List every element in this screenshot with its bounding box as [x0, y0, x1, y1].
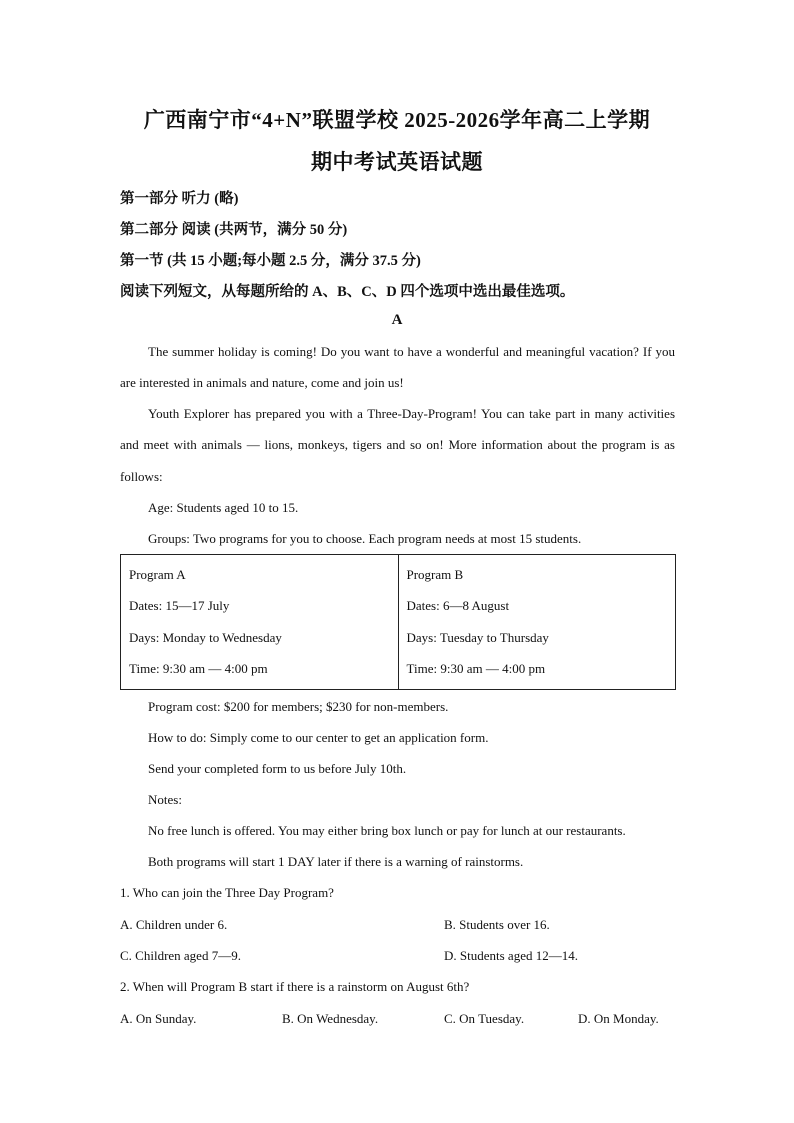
program-b-dates: Dates: 6—8 August [406, 598, 510, 614]
program-a-name: Program A [129, 567, 186, 582]
program-cost: Program cost: $200 for members; $230 for non-members. [148, 699, 449, 714]
document-title-line1: 广西南宁市“4+N”联盟学校 2025-2026学年高二上学期 [143, 108, 651, 132]
question-2-option-c: C. On Tuesday. [444, 1011, 525, 1026]
program-a-days: Days: Monday to Wednesday [129, 629, 282, 645]
program-b-days: Days: Tuesday to Thursday [406, 629, 549, 645]
program-b-time: Time: 9:30 am — 4:00 pm [406, 660, 546, 676]
question-2-stem: 2. When will Program B start if there is a rainstorm on August 6th? [120, 979, 470, 994]
document-title-line2: 期中考试英语试题 [311, 150, 483, 174]
passage-label: A [391, 312, 403, 328]
program-a-cell [121, 555, 399, 690]
note-2: Both programs will start 1 DAY later if there is a warning of rainstorms. [148, 854, 524, 869]
send-info: Send your completed form to us before July 10th. [148, 761, 407, 776]
program-b-name: Program B [406, 567, 464, 582]
age-info: Age: Students aged 10 to 15. [148, 500, 299, 515]
notes-label: Notes: [148, 792, 182, 807]
instruction: 阅读下列短文，从每题所给的 A、B、C、D 四个选项中选出最佳选项。 [120, 284, 575, 300]
note-1: No free lunch is offered. You may either bring box lunch or pay for lunch at our restaurants. [148, 823, 626, 838]
how-to-info: How to do: Simply come to our center to get an application form. [148, 730, 489, 745]
question-2-option-a: A. On Sunday. [120, 1011, 197, 1026]
question-2-option-d: D. On Monday. [578, 1011, 659, 1026]
groups-info: Groups: Two programs for you to choose. Each program needs at most 15 students. [148, 531, 582, 546]
passage-paragraph-1: The summer holiday is coming! Do you want to have a wonderful and meaningful vacation? If you are interested in animals and nature, come and join us! [120, 344, 675, 391]
program-b-cell [398, 555, 676, 690]
question-1-option-d: D. Students aged 12—14. [444, 948, 578, 963]
question-1-stem: 1. Who can join the Three Day Program? [120, 885, 334, 900]
question-1-option-a: A. Children under 6. [120, 917, 228, 932]
table-row [121, 555, 676, 690]
program-a-time: Time: 9:30 am — 4:00 pm [129, 660, 268, 676]
question-2-option-b: B. On Wednesday. [282, 1011, 379, 1026]
section1-heading: 第一节 (共 15 小题;每小题 2.5 分，满分 37.5 分) [120, 253, 421, 269]
program-a-dates: Dates: 15—17 July [129, 598, 230, 614]
part2-heading: 第二部分 阅读 (共两节，满分 50 分) [120, 222, 348, 238]
program-table [120, 554, 676, 690]
question-1-option-c: C. Children aged 7—9. [120, 948, 241, 963]
part1-heading: 第一部分 听力 (略) [120, 191, 239, 207]
passage-paragraph-2: Youth Explorer has prepared you with a Three-Day-Program! You can take part in many activities and meet with animals — lions, monkeys, tigers and so on! More information about the program is as follows: [120, 406, 675, 484]
question-1-option-b: B. Students over 16. [444, 917, 550, 932]
